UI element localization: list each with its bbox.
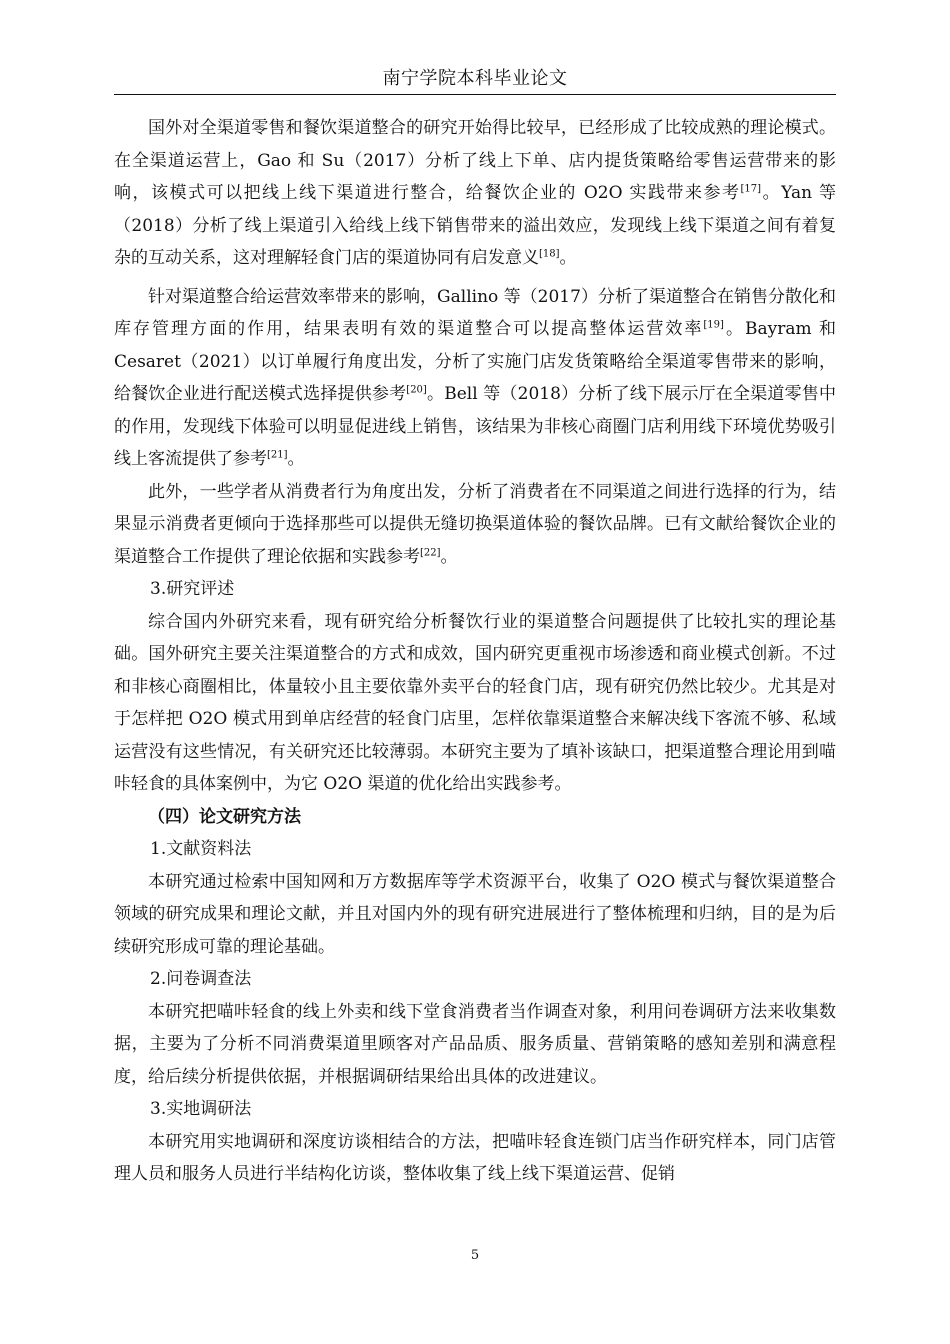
citation-ref: [20]	[406, 384, 427, 396]
paragraph-research-review: 综合国内外研究来看，现有研究给分析餐饮行业的渠道整合问题提供了比较扎实的理论基础。国外研究主要关注渠道整合的方式和成效，国内研究更重视市场渗透和商业模式创新。不过和非核心商圈相比，体量较小且主要依靠外卖平台的轻食门店，现有研究仍然比较少。尤其是对于怎样把 O2O 模式用到单店经营的轻食门店里，怎样依靠渠道整合来解决线下客流不够、私域运营没有这些情况，有关研究还比较薄弱。本研究主要为了填补该缺口，把渠道整合理论用到喵咔轻食的具体案例中，为它 O2O 渠道的优化给出实践参考。	[114, 611, 836, 794]
paragraph-operational-efficiency: 针对渠道整合给运营效率带来的影响，Gallino 等（2017）分析了渠道整合在销售分散化和库存管理方面的作用，结果表明有效的渠道整合可以提高整体运营效率[19]。Bayram 和 Cesaret（2021）以订单履行角度出发，分析了实施门店发货策略给全渠道零售带来的影响，给餐饮企业进行配送模式选择提供参考[20]。Bell 等（2018）分析了线下展示厅在全渠道零售中的作用，发现线下体验可以明显促进线上销售，该结果为非核心商圈门店利用线下环境优势吸引线上客流提供了参考[21]。	[114, 286, 836, 469]
paragraph-consumer-behavior: 此外，一些学者从消费者行为角度出发，分析了消费者在不同渠道之间进行选择的行为，结果显示消费者更倾向于选择那些可以提供无缝切换渠道体验的餐饮品牌。已有文献给餐饮企业的渠道整合工作提供了理论依据和实践参考[22]。	[114, 481, 836, 567]
section-heading-methods: （四）论文研究方法	[148, 806, 301, 827]
paragraph-survey-method: 本研究把喵咔轻食的线上外卖和线下堂食消费者当作调查对象，利用问卷调研方法来收集数据，主要为了分析不同消费渠道里顾客对产品品质、服务质量、营销策略的感知差别和满意程度，给后续分析提供依据，并根据调研结果给出具体的改进建议。	[114, 1001, 836, 1087]
citation-ref: [22]	[420, 546, 441, 558]
header-divider	[114, 94, 836, 95]
subheading-field-method: 3.实地调研法	[150, 1099, 252, 1119]
running-header: 南宁学院本科毕业论文	[382, 68, 568, 89]
paragraph-omnichannel-research: 国外对全渠道零售和餐饮渠道整合的研究开始得比较早，已经形成了比较成熟的理论模式。在全渠道运营上，Gao 和 Su（2017）分析了线上下单、店内提货策略给零售运营带来的影响，该模式可以把线上线下渠道进行整合，给餐饮企业的 O2O 实践带来参考[17]。Yan 等（2018）分析了线上渠道引入给线上线下销售带来的溢出效应，发现线上线下渠道之间有着复杂的互动关系，这对理解轻食门店的渠道协同有启发意义[18]。	[114, 118, 837, 268]
citation-ref: [17]	[740, 183, 762, 195]
subheading-survey-method: 2.问卷调查法	[150, 969, 252, 989]
page-number: 5	[470, 1248, 480, 1263]
citation-ref: [21]	[267, 449, 288, 461]
subheading-research-review: 3.研究评述	[150, 579, 235, 599]
page-body	[114, 112, 836, 1191]
paragraph-literature-method: 本研究通过检索中国知网和万方数据库等学术资源平台，收集了 O2O 模式与餐饮渠道整合领域的研究成果和理论文献，并且对国内外的现有研究进展进行了整体梳理和归纳，目的是为后续研究形成可靠的理论基础。	[114, 871, 836, 957]
citation-ref: [19]	[703, 319, 724, 331]
subheading-literature-method: 1.文献资料法	[150, 839, 252, 859]
citation-ref: [18]	[539, 248, 560, 260]
paragraph-field-method: 本研究用实地调研和深度访谈相结合的方法，把喵咔轻食连锁门店当作研究样本，同门店管理人员和服务人员进行半结构化访谈，整体收集了线上线下渠道运营、促销	[114, 1131, 836, 1184]
